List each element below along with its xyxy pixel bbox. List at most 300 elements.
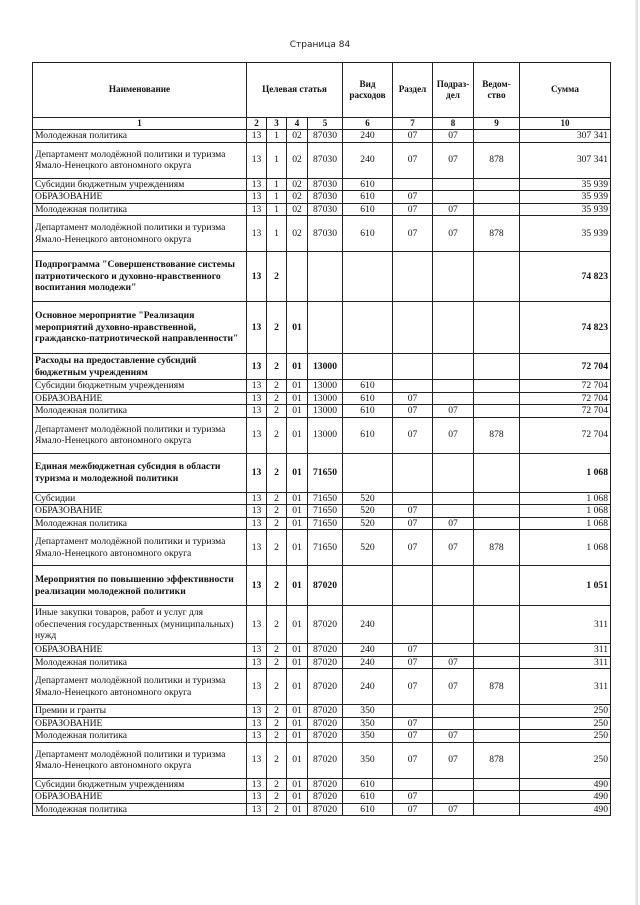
cell-section: 07	[393, 517, 433, 530]
cell-subsection	[433, 191, 474, 204]
cell-target-program: 13	[247, 302, 267, 354]
cell-section: 07	[393, 191, 433, 204]
cell-amount: 72 704	[520, 380, 611, 393]
cell-name: Молодежная политика	[33, 405, 247, 418]
cell-expense-type: 350	[343, 730, 393, 743]
table-row	[33, 705, 611, 718]
cell-expense-type: 610	[343, 203, 393, 216]
cell-expense-type: 610	[343, 778, 393, 791]
cell-expense-type: 610	[343, 392, 393, 405]
cell-department	[474, 203, 520, 216]
cell-target-program: 13	[247, 778, 267, 791]
cell-department	[474, 252, 520, 302]
cell-subsection	[433, 705, 474, 718]
table-row	[33, 730, 611, 743]
cell-expense-type	[343, 566, 393, 606]
cell-amount: 72 704	[520, 405, 611, 418]
cell-target-program: 13	[247, 742, 267, 778]
cell-target-code: 87020	[308, 705, 343, 718]
cell-target-subprogram: 1	[267, 130, 287, 143]
cell-target-activity: 01	[287, 669, 308, 705]
cell-target-activity: 02	[287, 142, 308, 178]
cell-department	[474, 453, 520, 492]
cell-subsection	[433, 453, 474, 492]
cell-subsection	[433, 505, 474, 518]
cell-department	[474, 354, 520, 380]
cell-name: Департамент молодёжной политики и туризма Ямало-Ненецкого автономного округа	[33, 216, 247, 252]
column-number: 4	[287, 118, 308, 130]
cell-name: Молодежная политика	[33, 203, 247, 216]
cell-target-code: 87020	[308, 606, 343, 644]
cell-target-program: 13	[247, 644, 267, 657]
cell-target-subprogram: 1	[267, 178, 287, 191]
cell-department	[474, 791, 520, 804]
cell-target-code: 87020	[308, 778, 343, 791]
cell-name: Департамент молодёжной политики и туризма Ямало-Ненецкого автономного округа	[33, 530, 247, 566]
cell-amount: 490	[520, 791, 611, 804]
cell-section: 07	[393, 130, 433, 143]
cell-name: ОБРАЗОВАНИЕ	[33, 791, 247, 804]
cell-expense-type: 610	[343, 178, 393, 191]
cell-subsection: 07	[433, 405, 474, 418]
table-row	[33, 142, 611, 178]
cell-department: 878	[474, 742, 520, 778]
header-section: Раздел	[393, 63, 433, 118]
cell-amount: 250	[520, 730, 611, 743]
cell-amount: 1 068	[520, 517, 611, 530]
cell-department: 878	[474, 216, 520, 252]
table-row	[33, 803, 611, 816]
cell-target-activity: 01	[287, 644, 308, 657]
table-row	[33, 505, 611, 518]
cell-target-code: 71650	[308, 453, 343, 492]
cell-name: Подпрограмма "Совершенствование системы патриотического и духовно-нравственного воспитания молодежи"	[33, 252, 247, 302]
column-number: 10	[520, 118, 611, 130]
cell-target-subprogram: 2	[267, 505, 287, 518]
cell-target-code: 71650	[308, 530, 343, 566]
cell-target-program: 13	[247, 606, 267, 644]
cell-target-subprogram: 1	[267, 142, 287, 178]
cell-department	[474, 730, 520, 743]
cell-target-program: 13	[247, 142, 267, 178]
cell-target-activity: 02	[287, 203, 308, 216]
cell-expense-type: 520	[343, 492, 393, 505]
cell-target-activity: 01	[287, 417, 308, 453]
cell-target-program: 13	[247, 216, 267, 252]
cell-subsection: 07	[433, 142, 474, 178]
cell-subsection	[433, 791, 474, 804]
table-row	[33, 669, 611, 705]
cell-target-activity: 01	[287, 405, 308, 418]
cell-target-code: 71650	[308, 505, 343, 518]
cell-name: Премии и гранты	[33, 705, 247, 718]
cell-target-code: 71650	[308, 492, 343, 505]
cell-target-subprogram: 1	[267, 216, 287, 252]
cell-name: Иные закупки товаров, работ и услуг для обеспечения государственных (муниципальных) нужд	[33, 606, 247, 644]
cell-target-activity	[287, 252, 308, 302]
cell-target-code: 87030	[308, 191, 343, 204]
cell-section: 07	[393, 656, 433, 669]
cell-section	[393, 178, 433, 191]
cell-section	[393, 302, 433, 354]
cell-name: Молодежная политика	[33, 517, 247, 530]
cell-expense-type: 240	[343, 644, 393, 657]
cell-target-subprogram: 2	[267, 803, 287, 816]
cell-target-code: 13000	[308, 392, 343, 405]
cell-subsection: 07	[433, 530, 474, 566]
cell-subsection	[433, 717, 474, 730]
cell-amount: 1 068	[520, 453, 611, 492]
cell-target-subprogram: 1	[267, 191, 287, 204]
cell-amount: 250	[520, 705, 611, 718]
column-number: 9	[474, 118, 520, 130]
cell-target-code: 87020	[308, 791, 343, 804]
cell-target-activity: 01	[287, 505, 308, 518]
cell-subsection: 07	[433, 130, 474, 143]
cell-target-subprogram: 2	[267, 656, 287, 669]
cell-section: 07	[393, 505, 433, 518]
cell-target-program: 13	[247, 669, 267, 705]
cell-department: 878	[474, 417, 520, 453]
cell-target-program: 13	[247, 517, 267, 530]
cell-target-subprogram: 2	[267, 417, 287, 453]
cell-subsection: 07	[433, 730, 474, 743]
cell-name: Молодежная политика	[33, 803, 247, 816]
column-number: 3	[267, 118, 287, 130]
cell-target-subprogram: 2	[267, 354, 287, 380]
cell-name: Основное мероприятие "Реализация мероприятий духовно-нравственной, гражданско-патриотической направленности"	[33, 302, 247, 354]
header-name: Наименование	[33, 63, 247, 118]
cell-subsection	[433, 178, 474, 191]
table-row	[33, 530, 611, 566]
cell-subsection: 07	[433, 417, 474, 453]
cell-amount: 35 939	[520, 178, 611, 191]
cell-target-subprogram: 2	[267, 669, 287, 705]
cell-target-code: 87020	[308, 742, 343, 778]
cell-section: 07	[393, 742, 433, 778]
table-row	[33, 178, 611, 191]
cell-subsection	[433, 392, 474, 405]
cell-target-program: 13	[247, 530, 267, 566]
column-number: 2	[247, 118, 267, 130]
table-row	[33, 791, 611, 804]
cell-subsection: 07	[433, 517, 474, 530]
table-row	[33, 252, 611, 302]
cell-section	[393, 778, 433, 791]
cell-target-subprogram: 2	[267, 405, 287, 418]
cell-name: ОБРАЗОВАНИЕ	[33, 505, 247, 518]
cell-amount: 490	[520, 778, 611, 791]
cell-name: Департамент молодёжной политики и туризма Ямало-Ненецкого автономного округа	[33, 742, 247, 778]
cell-target-program: 13	[247, 203, 267, 216]
cell-name: Департамент молодёжной политики и туризма Ямало-Ненецкого автономного округа	[33, 142, 247, 178]
cell-target-program: 13	[247, 191, 267, 204]
cell-expense-type: 520	[343, 517, 393, 530]
header-expense-type: Вид расходов	[343, 63, 393, 118]
table-row	[33, 191, 611, 204]
cell-target-code: 87030	[308, 130, 343, 143]
cell-target-code: 87030	[308, 216, 343, 252]
cell-amount: 72 704	[520, 417, 611, 453]
cell-target-subprogram: 2	[267, 302, 287, 354]
cell-expense-type: 240	[343, 656, 393, 669]
cell-name: Субсидии бюджетным учреждениям	[33, 380, 247, 393]
cell-target-code: 87020	[308, 730, 343, 743]
cell-target-program: 13	[247, 566, 267, 606]
cell-target-code: 71650	[308, 517, 343, 530]
cell-amount: 307 341	[520, 130, 611, 143]
cell-expense-type: 610	[343, 803, 393, 816]
cell-section	[393, 380, 433, 393]
cell-target-activity: 01	[287, 791, 308, 804]
cell-section: 07	[393, 216, 433, 252]
cell-name: Департамент молодёжной политики и туризма Ямало-Ненецкого автономного округа	[33, 417, 247, 453]
cell-expense-type: 610	[343, 405, 393, 418]
table-row	[33, 392, 611, 405]
cell-target-code: 87030	[308, 142, 343, 178]
cell-department	[474, 644, 520, 657]
table-row	[33, 216, 611, 252]
cell-subsection: 07	[433, 203, 474, 216]
column-number: 5	[308, 118, 343, 130]
cell-target-subprogram: 2	[267, 392, 287, 405]
cell-expense-type: 610	[343, 216, 393, 252]
cell-section	[393, 492, 433, 505]
cell-subsection: 07	[433, 216, 474, 252]
cell-target-activity: 01	[287, 453, 308, 492]
cell-section: 07	[393, 644, 433, 657]
cell-target-subprogram: 2	[267, 252, 287, 302]
table-body	[33, 130, 611, 816]
header-target-article: Целевая статья	[247, 63, 343, 118]
cell-section: 07	[393, 791, 433, 804]
cell-target-activity: 01	[287, 380, 308, 393]
cell-target-subprogram: 2	[267, 380, 287, 393]
cell-expense-type: 520	[343, 505, 393, 518]
cell-target-code: 13000	[308, 354, 343, 380]
cell-target-activity: 01	[287, 530, 308, 566]
cell-section	[393, 354, 433, 380]
cell-target-program: 13	[247, 380, 267, 393]
cell-section	[393, 453, 433, 492]
cell-expense-type	[343, 354, 393, 380]
cell-expense-type	[343, 252, 393, 302]
table-row	[33, 778, 611, 791]
column-number: 6	[343, 118, 393, 130]
cell-subsection	[433, 644, 474, 657]
cell-expense-type: 240	[343, 669, 393, 705]
cell-amount: 72 704	[520, 354, 611, 380]
cell-target-activity: 01	[287, 566, 308, 606]
header-row	[33, 63, 611, 118]
cell-expense-type: 240	[343, 130, 393, 143]
cell-department	[474, 405, 520, 418]
cell-section	[393, 606, 433, 644]
cell-target-activity: 02	[287, 178, 308, 191]
table-row	[33, 566, 611, 606]
cell-expense-type: 610	[343, 417, 393, 453]
cell-section: 07	[393, 392, 433, 405]
cell-name: Молодежная политика	[33, 656, 247, 669]
cell-name: Молодежная политика	[33, 730, 247, 743]
cell-target-code: 87020	[308, 669, 343, 705]
cell-target-subprogram: 2	[267, 742, 287, 778]
cell-name: ОБРАЗОВАНИЕ	[33, 392, 247, 405]
cell-target-code: 87020	[308, 717, 343, 730]
cell-target-activity: 01	[287, 717, 308, 730]
cell-amount: 250	[520, 742, 611, 778]
table-row	[33, 203, 611, 216]
cell-department	[474, 778, 520, 791]
cell-target-code: 87020	[308, 644, 343, 657]
cell-name: Мероприятия по повышению эффективности реализации молодежной политики	[33, 566, 247, 606]
table-row	[33, 405, 611, 418]
cell-section: 07	[393, 203, 433, 216]
cell-target-program: 13	[247, 791, 267, 804]
cell-amount: 35 939	[520, 203, 611, 216]
cell-amount: 311	[520, 669, 611, 705]
cell-target-activity: 01	[287, 656, 308, 669]
column-number: 7	[393, 118, 433, 130]
cell-amount: 1 068	[520, 492, 611, 505]
cell-target-activity: 01	[287, 517, 308, 530]
cell-department	[474, 492, 520, 505]
cell-target-subprogram: 2	[267, 530, 287, 566]
cell-target-activity: 01	[287, 705, 308, 718]
cell-expense-type: 610	[343, 791, 393, 804]
cell-name: Расходы на предоставление субсидий бюджетным учреждениям	[33, 354, 247, 380]
cell-section: 07	[393, 730, 433, 743]
cell-target-code: 87020	[308, 566, 343, 606]
cell-expense-type: 520	[343, 530, 393, 566]
header-amount: Сумма	[520, 63, 611, 118]
cell-amount: 72 704	[520, 392, 611, 405]
cell-target-activity: 02	[287, 130, 308, 143]
cell-expense-type: 240	[343, 142, 393, 178]
cell-subsection: 07	[433, 669, 474, 705]
cell-section: 07	[393, 417, 433, 453]
cell-section	[393, 252, 433, 302]
cell-section: 07	[393, 405, 433, 418]
cell-target-activity: 01	[287, 606, 308, 644]
cell-subsection	[433, 302, 474, 354]
cell-target-activity: 01	[287, 354, 308, 380]
cell-target-program: 13	[247, 505, 267, 518]
cell-subsection	[433, 566, 474, 606]
cell-section: 07	[393, 803, 433, 816]
cell-subsection: 07	[433, 742, 474, 778]
cell-target-activity: 02	[287, 216, 308, 252]
cell-name: ОБРАЗОВАНИЕ	[33, 717, 247, 730]
cell-target-activity: 01	[287, 730, 308, 743]
cell-target-subprogram: 2	[267, 517, 287, 530]
cell-amount: 250	[520, 717, 611, 730]
cell-subsection	[433, 606, 474, 644]
cell-target-subprogram: 2	[267, 778, 287, 791]
cell-target-program: 13	[247, 453, 267, 492]
table-row	[33, 717, 611, 730]
cell-expense-type: 350	[343, 742, 393, 778]
cell-amount: 35 939	[520, 216, 611, 252]
table-row	[33, 380, 611, 393]
cell-department	[474, 717, 520, 730]
cell-target-program: 13	[247, 717, 267, 730]
column-number: 8	[433, 118, 474, 130]
cell-section: 07	[393, 669, 433, 705]
scan-edge-shadow	[635, 0, 638, 905]
cell-target-subprogram: 2	[267, 730, 287, 743]
cell-expense-type	[343, 453, 393, 492]
table-row	[33, 417, 611, 453]
cell-section: 07	[393, 717, 433, 730]
cell-amount: 1 068	[520, 505, 611, 518]
cell-amount: 307 341	[520, 142, 611, 178]
table-row	[33, 742, 611, 778]
cell-target-program: 13	[247, 803, 267, 816]
cell-target-code: 13000	[308, 405, 343, 418]
cell-target-activity: 01	[287, 778, 308, 791]
cell-name: Единая межбюджетная субсидия в области туризма и молодежной политики	[33, 453, 247, 492]
cell-target-program: 13	[247, 354, 267, 380]
cell-target-subprogram: 2	[267, 453, 287, 492]
cell-target-program: 13	[247, 417, 267, 453]
cell-amount: 35 939	[520, 191, 611, 204]
cell-target-activity: 01	[287, 803, 308, 816]
cell-target-program: 13	[247, 252, 267, 302]
cell-subsection: 07	[433, 656, 474, 669]
cell-department	[474, 566, 520, 606]
cell-target-code: 87020	[308, 656, 343, 669]
cell-department	[474, 178, 520, 191]
cell-department	[474, 517, 520, 530]
cell-department	[474, 505, 520, 518]
cell-target-activity: 01	[287, 742, 308, 778]
table-row	[33, 644, 611, 657]
cell-target-code: 87020	[308, 803, 343, 816]
cell-department	[474, 191, 520, 204]
cell-amount: 74 823	[520, 252, 611, 302]
cell-target-code: 87030	[308, 178, 343, 191]
cell-target-program: 13	[247, 730, 267, 743]
cell-department	[474, 705, 520, 718]
cell-section: 07	[393, 142, 433, 178]
cell-target-program: 13	[247, 178, 267, 191]
cell-target-activity: 01	[287, 302, 308, 354]
cell-target-program: 13	[247, 492, 267, 505]
cell-department	[474, 803, 520, 816]
cell-department	[474, 606, 520, 644]
cell-subsection	[433, 252, 474, 302]
cell-name: ОБРАЗОВАНИЕ	[33, 644, 247, 657]
cell-target-subprogram: 2	[267, 717, 287, 730]
cell-name: ОБРАЗОВАНИЕ	[33, 191, 247, 204]
cell-section: 07	[393, 530, 433, 566]
cell-target-code: 13000	[308, 417, 343, 453]
header-department: Ведом-ство	[474, 63, 520, 118]
cell-subsection: 07	[433, 803, 474, 816]
table-row	[33, 492, 611, 505]
cell-expense-type	[343, 302, 393, 354]
column-number: 1	[33, 118, 247, 130]
cell-expense-type: 350	[343, 705, 393, 718]
cell-target-code	[308, 302, 343, 354]
cell-department: 878	[474, 530, 520, 566]
cell-amount: 1 051	[520, 566, 611, 606]
cell-section	[393, 705, 433, 718]
table-row	[33, 517, 611, 530]
cell-amount: 490	[520, 803, 611, 816]
cell-department: 878	[474, 142, 520, 178]
